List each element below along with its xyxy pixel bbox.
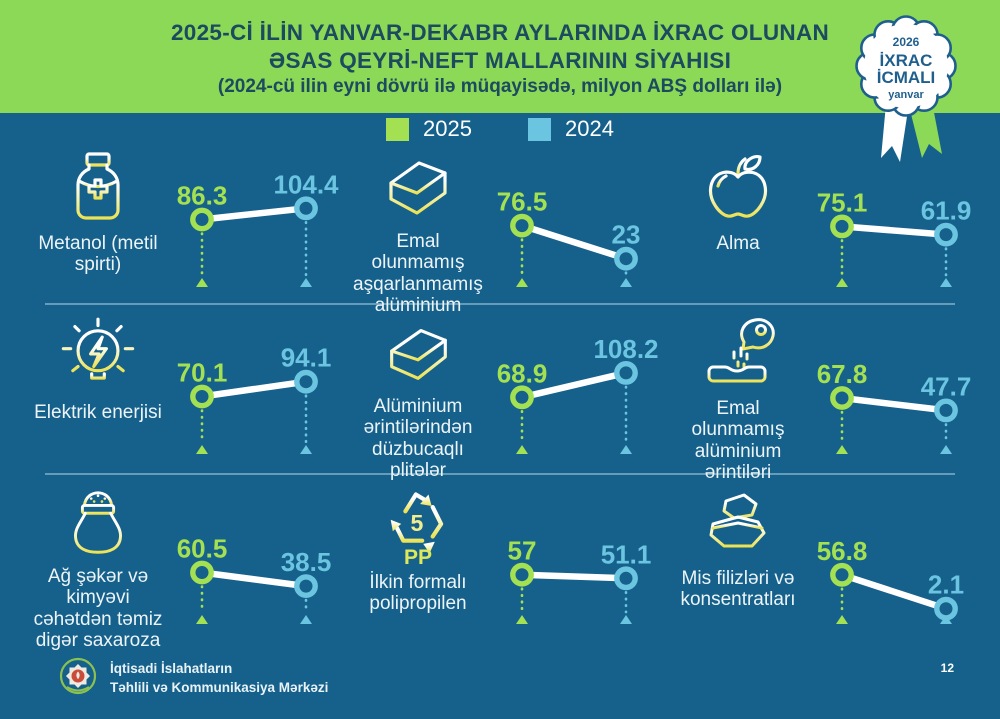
- export-item-seker: [20, 475, 340, 653]
- value-2024: 38.5: [280, 547, 332, 578]
- dot-2025: [513, 388, 531, 406]
- grid-row-1: [20, 138, 980, 317]
- dot-2024: [937, 600, 955, 618]
- item-label: İlkin formalı polipropilen: [369, 572, 467, 615]
- item-label: Emal olunmamış aşqarlanmamış alüminium: [353, 231, 483, 317]
- dot-2025: [513, 216, 531, 234]
- dot-2024: [617, 364, 635, 382]
- export-item-aluminium: [340, 138, 660, 317]
- dot-2024: [297, 199, 315, 217]
- rosette-badge-icon: [848, 12, 968, 167]
- dumbbell-chart: [806, 477, 991, 647]
- value-2025: 70.1: [176, 357, 228, 388]
- dot-2024: [937, 225, 955, 243]
- item-chart: [166, 138, 340, 303]
- value-2025: 86.3: [176, 180, 228, 211]
- axis-marker: [620, 278, 632, 287]
- axis-marker: [300, 615, 312, 624]
- axis-marker: [836, 615, 848, 624]
- item-chart: [486, 138, 660, 303]
- item-label: Metanol (metil spirti): [38, 233, 158, 276]
- recycling-pp-icon: [376, 484, 460, 568]
- dumbbell-chart: [166, 307, 351, 477]
- page-title-line2: ƏSAS QEYRİ-NEFT MALLARININ SİYAHISI: [268, 47, 732, 73]
- page-number: 12: [940, 661, 954, 675]
- recycle-code: PP: [403, 545, 433, 568]
- dot-2024: [617, 569, 635, 587]
- footer: [58, 656, 328, 701]
- item-label: Elektrik enerjisi: [34, 402, 162, 423]
- axis-marker: [836, 445, 848, 454]
- value-2024: 51.1: [600, 539, 652, 570]
- dot-2025: [513, 566, 531, 584]
- apple-icon: [698, 147, 778, 229]
- export-review-badge: [848, 12, 968, 167]
- value-2025: 68.9: [496, 358, 548, 389]
- aluminium-ingot-icon: [374, 147, 462, 227]
- dot-2025: [193, 563, 211, 581]
- medicine-bottle-icon: [58, 147, 138, 229]
- axis-marker: [300, 278, 312, 287]
- value-2025: 67.8: [816, 359, 868, 389]
- axis-marker: [836, 278, 848, 287]
- item-chart: [486, 305, 660, 473]
- dot-2025: [833, 566, 851, 584]
- value-2024: 94.1: [280, 342, 332, 373]
- dumbbell-chart: [486, 307, 671, 477]
- page-subtitle: (2024-cü ilin eyni dövrü ilə müqayisədə, milyon ABŞ dolları ilə): [217, 75, 783, 97]
- export-item-metanol: [20, 138, 340, 303]
- dot-2025: [833, 389, 851, 407]
- items-grid: [20, 138, 980, 653]
- value-2024: 23: [611, 219, 641, 250]
- org-name-line2: Təhlili və Kommunikasiya Mərkəzi: [110, 679, 329, 695]
- export-item-aluminium-erintileri: [660, 305, 980, 484]
- axis-marker: [196, 615, 208, 624]
- badge-month: yanvar: [888, 89, 924, 101]
- dot-2024: [297, 373, 315, 391]
- item-chart: [806, 475, 980, 653]
- item-label: Mis filizləri və konsentratları: [680, 568, 796, 611]
- light-bulb-icon: [54, 314, 142, 398]
- value-2025: 60.5: [176, 533, 228, 564]
- export-item-elektrik: [20, 305, 340, 473]
- axis-marker: [620, 615, 632, 624]
- legend-label-2024: 2024: [565, 116, 614, 141]
- export-item-mis: [660, 475, 980, 653]
- axis-marker: [300, 445, 312, 454]
- item-label: Emal olunmamış alüminium ərintiləri: [691, 398, 785, 484]
- item-chart: [806, 305, 980, 473]
- value-2025: 75.1: [816, 187, 868, 218]
- export-item-aluminium-plite: [340, 305, 660, 482]
- value-2024: 108.2: [593, 333, 659, 364]
- dot-2025: [833, 217, 851, 235]
- badge-title-line1: İXRAC: [879, 51, 933, 70]
- value-2025: 57: [507, 535, 537, 566]
- recycle-number: 5: [410, 510, 424, 537]
- page-title-line1: 2025-Cİ İLİN YANVAR-DEKABR AYLARINDA İXRAC OLUNAN: [170, 20, 830, 46]
- dumbbell-chart: [486, 477, 671, 647]
- dot-2024: [297, 577, 315, 595]
- dumbbell-chart: [486, 140, 671, 310]
- item-chart: [486, 475, 660, 653]
- copper-ore-icon: [694, 484, 782, 564]
- item-chart: [166, 475, 340, 653]
- item-label: Alma: [716, 233, 760, 254]
- dumbbell-chart: [166, 140, 351, 310]
- value-2024: 2.1: [927, 569, 965, 600]
- dumbbell-chart: [806, 307, 991, 477]
- dumbbell-chart: [166, 477, 351, 647]
- badge-title-line2: İCMALI: [876, 68, 936, 87]
- sugar-sack-icon: [58, 484, 138, 562]
- axis-marker: [516, 278, 528, 287]
- item-label: Alüminium ərintilərindən düzbucaqlı plitələr: [363, 396, 473, 482]
- dot-2025: [193, 210, 211, 228]
- grid-row-3: [20, 475, 980, 653]
- axis-marker: [516, 615, 528, 624]
- molten-pour-icon: [696, 314, 780, 394]
- org-name-line1: İqtisadi İslahatların: [110, 660, 233, 676]
- export-item-polipropilen: [340, 475, 660, 653]
- dot-2024: [617, 250, 635, 268]
- dot-2024: [937, 401, 955, 419]
- value-2024: 61.9: [920, 195, 972, 226]
- axis-marker: [196, 445, 208, 454]
- value-2024: 47.7: [920, 371, 972, 402]
- axis-marker: [940, 278, 952, 287]
- dot-2025: [193, 387, 211, 405]
- axis-marker: [940, 445, 952, 454]
- item-chart: [166, 305, 340, 473]
- legend-label-2025: 2025: [423, 116, 472, 141]
- value-2024: 104.4: [273, 169, 339, 200]
- state-emblem-logo: [58, 656, 98, 701]
- axis-marker: [516, 445, 528, 454]
- item-label: Ağ şəkər və kimyəvi cəhətdən təmiz digər saxaroza: [33, 566, 163, 652]
- axis-marker: [196, 278, 208, 287]
- aluminium-plate-icon: [374, 314, 462, 392]
- badge-year: 2026: [892, 35, 920, 49]
- value-2025: 56.8: [816, 535, 868, 566]
- value-2025: 76.5: [496, 186, 548, 217]
- grid-row-2: [20, 305, 980, 484]
- axis-marker: [620, 445, 632, 454]
